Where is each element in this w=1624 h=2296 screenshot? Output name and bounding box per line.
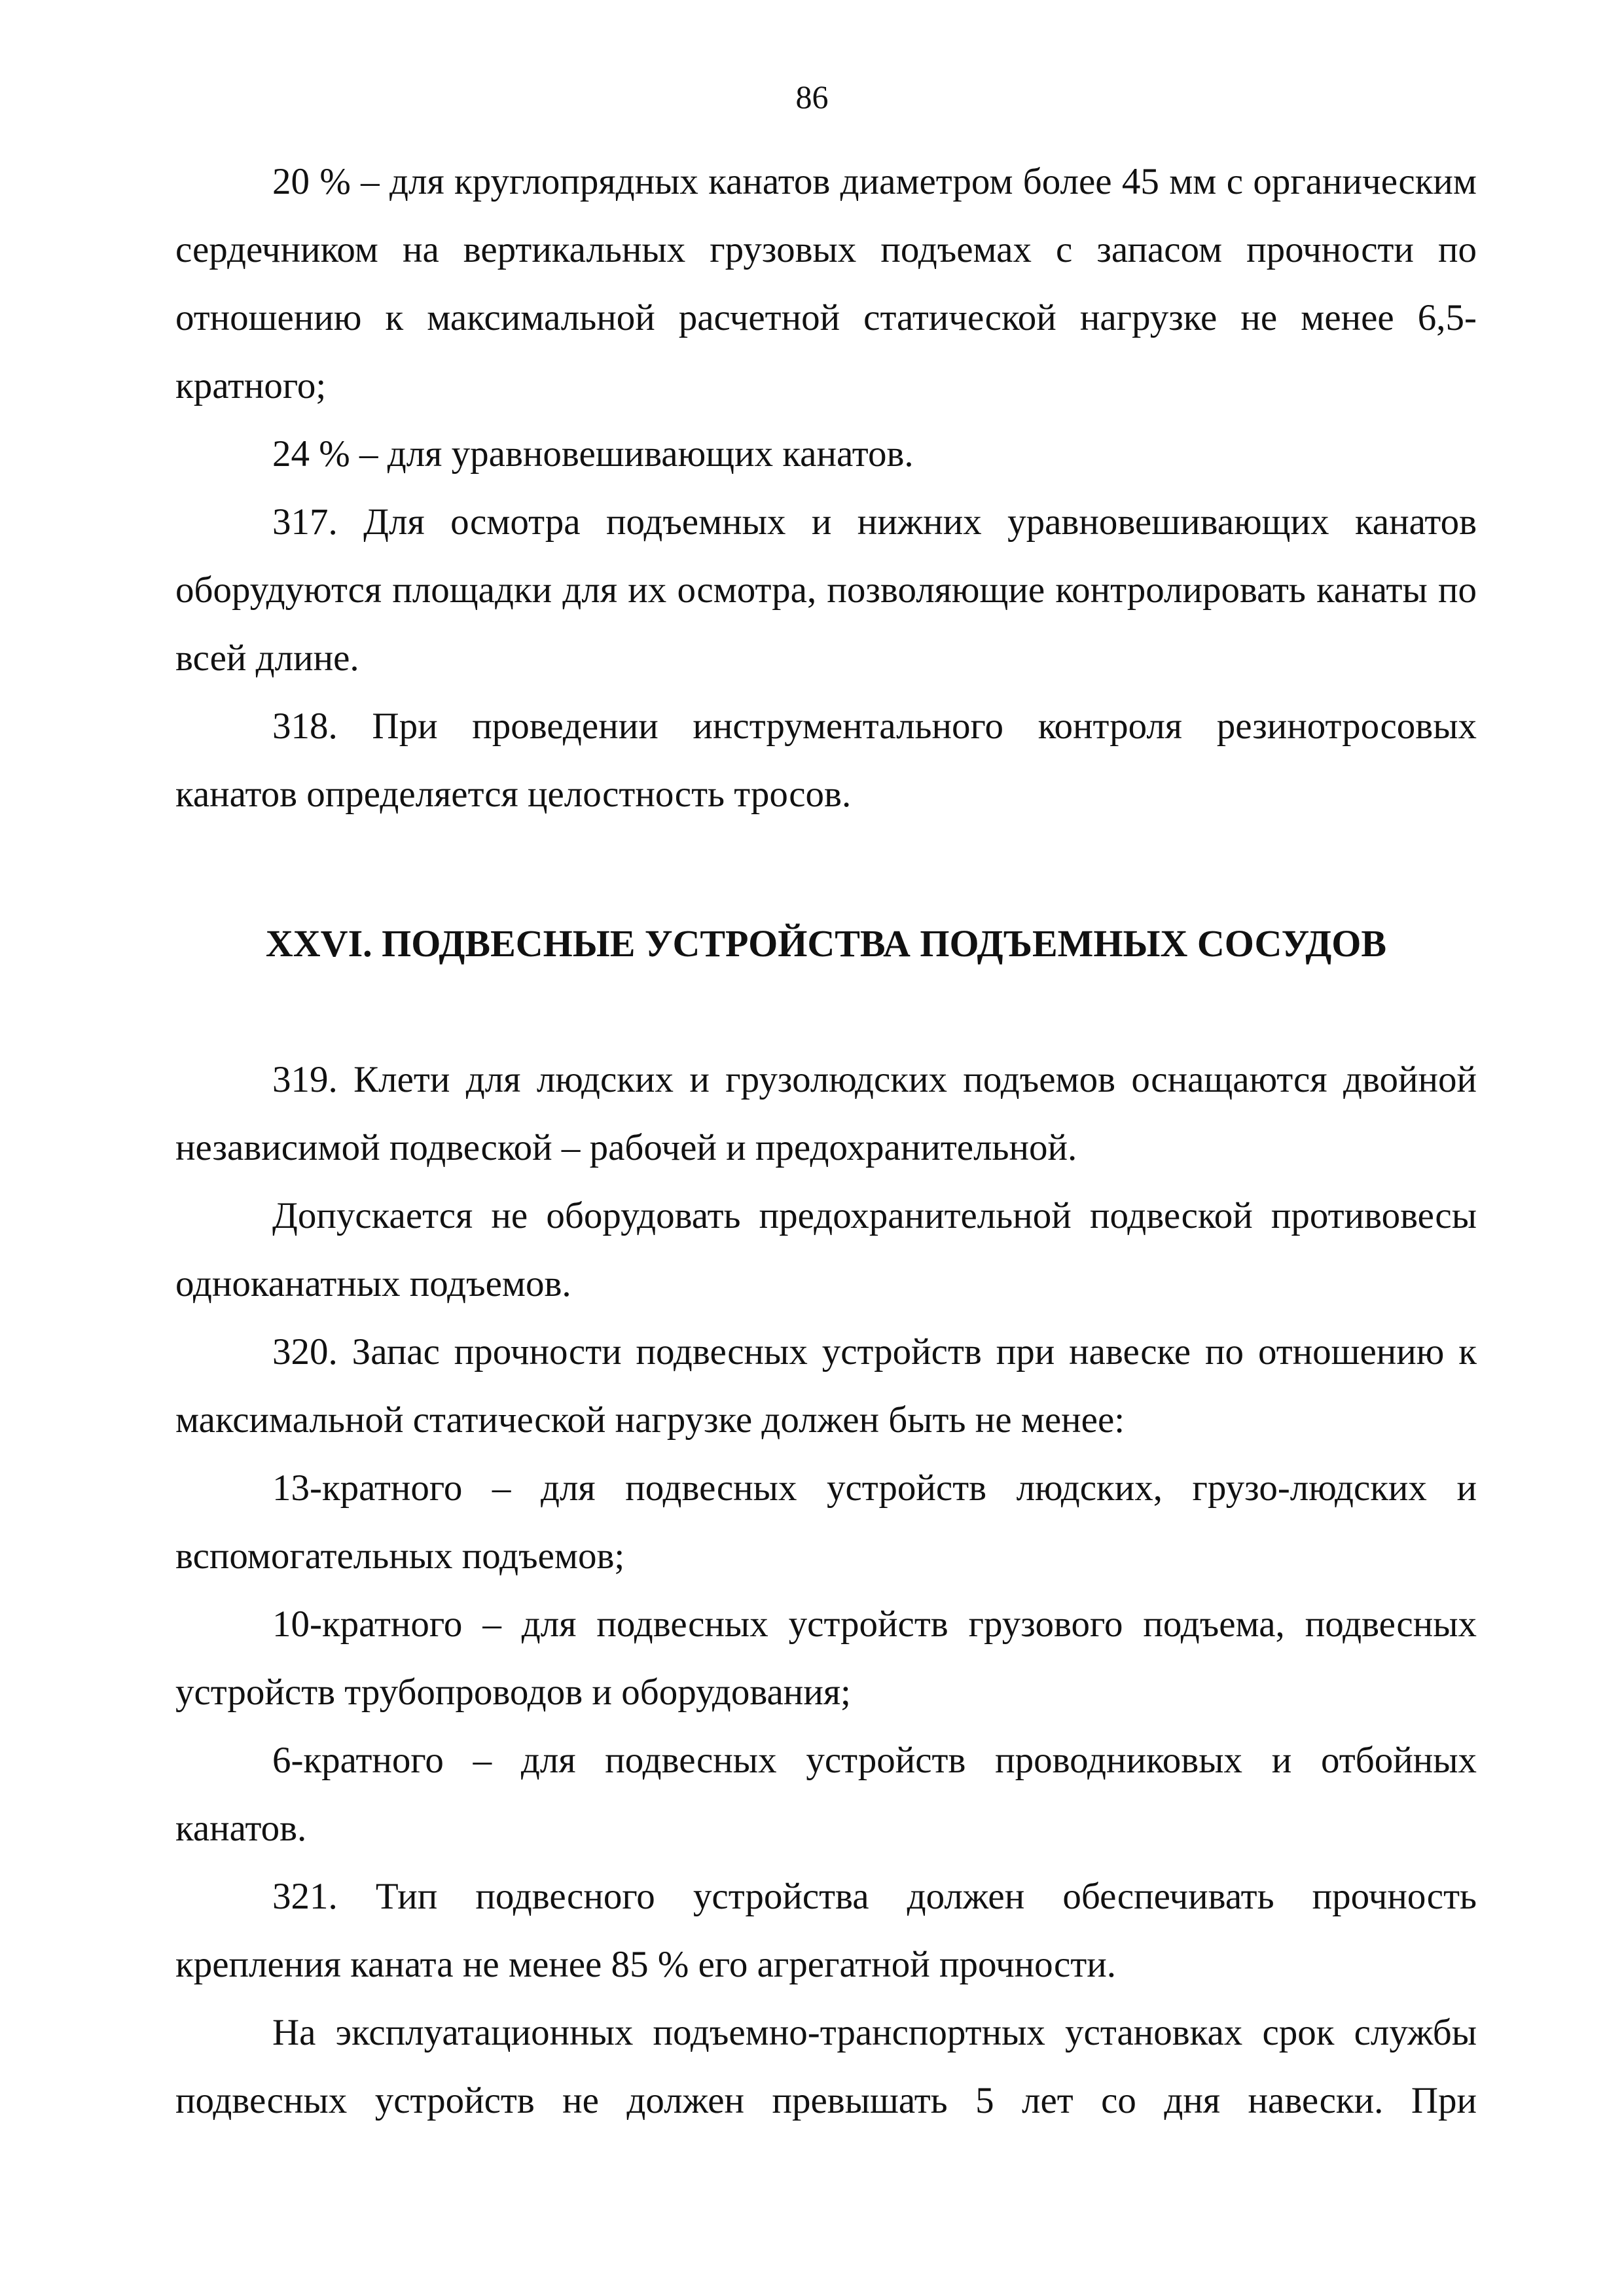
paragraph-counterweight: Допускается не оборудовать предохранительной подвеской противовесы одноканатных подъемов. xyxy=(175,1195,1477,1304)
page-number: 86 xyxy=(795,79,829,115)
paragraph-319: 319. Клети для людских и грузолюдских подъемов оснащаются двойной независимой подвеской – рабочей и предохранительной. xyxy=(175,1059,1477,1168)
paragraph-317: 317. Для осмотра подъемных и нижних уравновешивающих канатов оборудуются площадки для их осмотра, позволяющие контролировать канаты по всей длине. xyxy=(175,501,1477,679)
paragraph-rope-strength-20: 20 % – для круглопрядных канатов диаметром более 45 мм с органическим сердечником на вертикальных грузовых подъемах с запасом прочности по отношению к максимальной расчетной статической нагрузке не менее 6,5-кратного; xyxy=(175,161,1477,406)
paragraph-6-fold: 6-кратного – для подвесных устройств проводниковых и отбойных канатов. xyxy=(175,1740,1477,1849)
page-content xyxy=(175,148,1477,2135)
section-heading: XXVI. ПОДВЕСНЫЕ УСТРОЙСТВА ПОДЪЕМНЫХ СОСУДОВ xyxy=(265,922,1387,965)
paragraph-321: 321. Тип подвесного устройства должен обеспечивать прочность крепления каната не менее 85 % его агрегатной прочности. xyxy=(175,1876,1477,1985)
paragraph-rope-strength-24: 24 % – для уравновешивающих канатов. xyxy=(272,433,914,475)
paragraph-service-life: На эксплуатационных подъемно-транспортных установках срок службы подвесных устройств не должен превышать 5 лет со дня навески. При xyxy=(175,2012,1477,2121)
paragraph-13-fold: 13-кратного – для подвесных устройств людских, грузо-людских и вспомогательных подъемов; xyxy=(175,1467,1477,1577)
paragraph-318: 318. При проведении инструментального контроля резинотросовых канатов определяется целостность тросов. xyxy=(175,706,1477,815)
paragraph-320: 320. Запас прочности подвесных устройств при навеске по отношению к максимальной статической нагрузке должен быть не менее: xyxy=(175,1331,1477,1441)
paragraph-10-fold: 10-кратного – для подвесных устройств грузового подъема, подвесных устройств трубопроводов и оборудования; xyxy=(175,1604,1477,1713)
